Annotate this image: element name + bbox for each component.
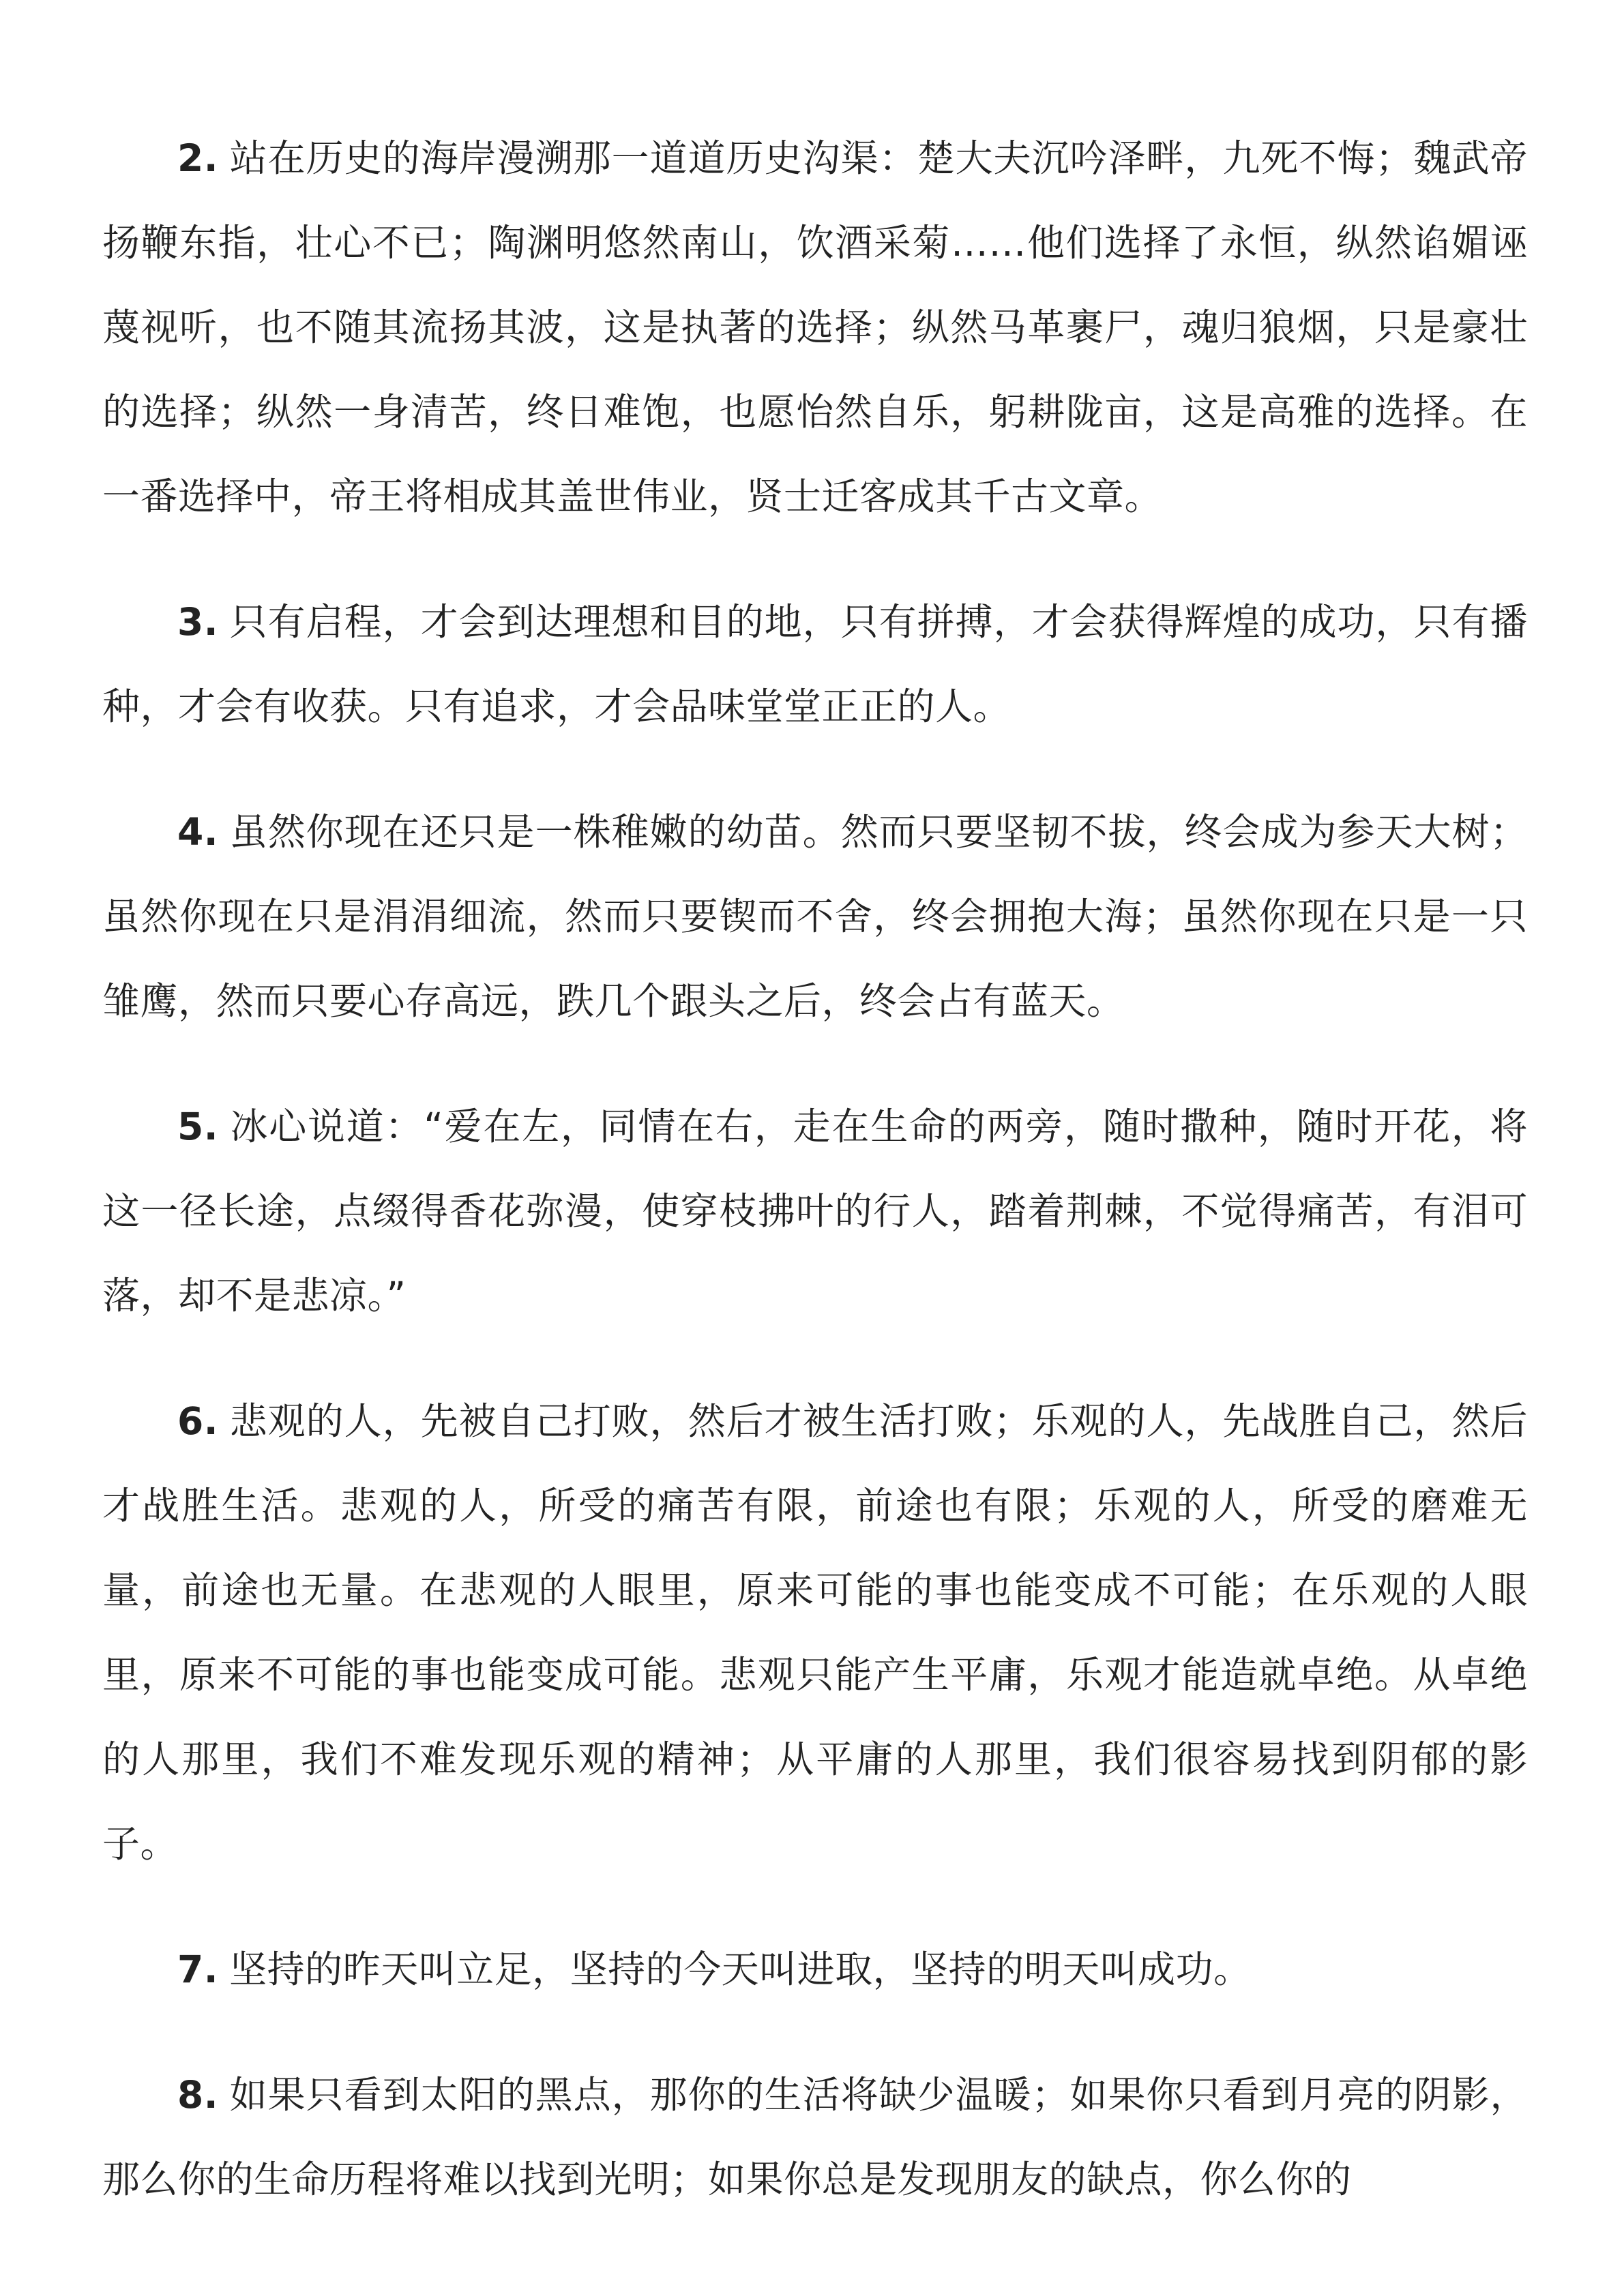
paragraph-number: 6. <box>177 1399 219 1443</box>
paragraph-number: 2. <box>177 136 219 180</box>
paragraph-number: 8. <box>177 2073 219 2117</box>
paragraph-text: 只有启程，才会到达理想和目的地，只有拼搏，才会获得辉煌的成功，只有播种，才会有收获。只有追求，才会品味堂堂正正的人。 <box>102 600 1528 728</box>
paragraph-text: 虽然你现在还只是一株稚嫩的幼苗。然而只要坚韧不拔，终会成为参天大树；虽然你现在只是涓涓细流，然而只要锲而不舍，终会拥抱大海；虽然你现在只是一只雏鹰，然而只要心存高远，跌几个跟头之后，终会占有蓝天。 <box>102 810 1528 1023</box>
paragraph-5 <box>102 1084 1528 1338</box>
document-page <box>102 116 1528 2263</box>
paragraph-6 <box>102 1379 1528 1886</box>
paragraph-text: 悲观的人，先被自己打败，然后才被生活打败；乐观的人，先战胜自己，然后才战胜生活。悲观的人，所受的痛苦有限，前途也有限；乐观的人，所受的磨难无量，前途也无量。在悲观的人眼里，原来可能的事也能变成不可能；在乐观的人眼里，原来不可能的事也能变成可能。悲观只能产生平庸，乐观才能造就卓绝。从卓绝的人那里，我们不难发现乐观的精神；从平庸的人那里，我们很容易找到阴郁的影子。 <box>102 1399 1528 1866</box>
paragraph-2 <box>102 116 1528 539</box>
paragraph-text: 站在历史的海岸漫溯那一道道历史沟渠：楚大夫沉吟泽畔，九死不悔；魏武帝扬鞭东指，壮心不已；陶渊明悠然南山，饮酒采菊……他们选择了永恒，纵然谄媚诬蔑视听，也不随其流扬其波，这是执著的选择；纵然马革裹尸，魂归狼烟，只是豪壮的选择；纵然一身清苦，终日难饱，也愿怡然自乐，躬耕陇亩，这是高雅的选择。在一番选择中，帝王将相成其盖世伟业，贤士迁客成其千古文章。 <box>102 136 1528 518</box>
paragraph-3 <box>102 580 1528 749</box>
paragraph-number: 5. <box>177 1105 219 1148</box>
paragraph-7 <box>102 1927 1528 2012</box>
paragraph-8 <box>102 2053 1528 2222</box>
paragraph-number: 7. <box>177 1948 219 1991</box>
paragraph-text: 坚持的昨天叫立足，坚持的今天叫进取，坚持的明天叫成功。 <box>229 1948 1252 1991</box>
paragraph-number: 4. <box>177 810 219 854</box>
paragraph-text: 如果只看到太阳的黑点，那你的生活将缺少温暖；如果你只看到月亮的阴影，那么你的生命历程将难以找到光明；如果你总是发现朋友的缺点，你么你的 <box>102 2073 1528 2201</box>
paragraph-4 <box>102 790 1528 1043</box>
paragraph-text: 冰心说道：“爱在左，同情在右，走在生命的两旁，随时撒种，随时开花，将这一径长途，点缀得香花弥漫，使穿枝拂叶的行人，踏着荆棘，不觉得痛苦，有泪可落，却不是悲凉。” <box>102 1105 1528 1317</box>
paragraph-number: 3. <box>177 600 219 644</box>
